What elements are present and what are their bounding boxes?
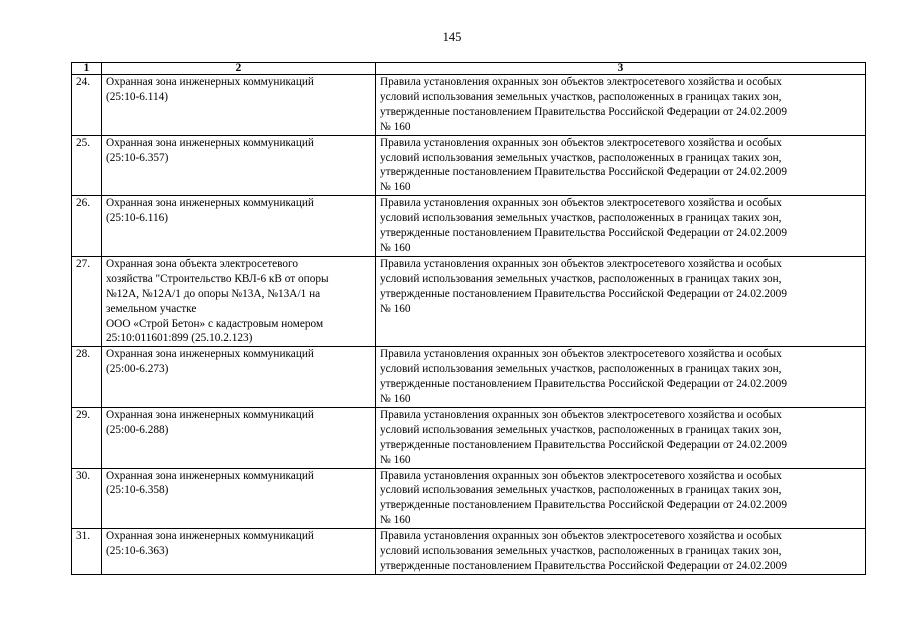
row-number: 27. bbox=[72, 256, 102, 346]
row-number: 31. bbox=[72, 529, 102, 575]
legal-basis-line: условий использования земельных участков, расположенных в границах таких зон, bbox=[380, 363, 782, 376]
table-row bbox=[72, 196, 866, 257]
header-col-1: 1 bbox=[72, 63, 102, 75]
zone-name-cell bbox=[102, 256, 376, 346]
zone-name-line: Охранная зона инженерных коммуникаций bbox=[106, 76, 314, 88]
legal-basis-line: утвержденные постановлением Правительства Российской Федерации от 24.02.2009 bbox=[380, 287, 787, 300]
table-row bbox=[72, 256, 866, 346]
zone-name-line: (25:10-6.116) bbox=[106, 212, 169, 225]
legal-basis-line: утвержденные постановлением Правительства Российской Федерации от 24.02.2009 bbox=[380, 105, 787, 118]
zone-name-cell bbox=[102, 529, 376, 575]
zone-name-line: ООО «Строй Бетон» с кадастровым номером bbox=[106, 317, 324, 330]
legal-basis-line: Правила установления охранных зон объектов электросетевого хозяйства и особых bbox=[380, 257, 782, 270]
header-col-2: 2 bbox=[102, 63, 376, 75]
zone-name-line: 25:10:011601:899 (25.10.2.123) bbox=[106, 332, 253, 345]
zone-name-cell bbox=[102, 135, 376, 196]
table-header-row bbox=[72, 63, 866, 75]
table-row bbox=[72, 75, 866, 136]
legal-basis-line: Правила установления охранных зон объектов электросетевого хозяйства и особых bbox=[380, 76, 782, 88]
legal-basis-line: № 160 bbox=[380, 120, 411, 133]
zone-name-cell bbox=[102, 347, 376, 408]
legal-basis-line: Правила установления охранных зон объектов электросетевого хозяйства и особых bbox=[380, 408, 782, 421]
zone-name-line: Охранная зона инженерных коммуникаций bbox=[106, 530, 314, 543]
legal-basis-cell bbox=[376, 256, 866, 346]
legal-basis-line: условий использования земельных участков, расположенных в границах таких зон, bbox=[380, 423, 782, 436]
legal-basis-cell bbox=[376, 75, 866, 136]
legal-basis-cell bbox=[376, 468, 866, 529]
legal-basis-line: утвержденные постановлением Правительства Российской Федерации от 24.02.2009 bbox=[380, 227, 787, 240]
legal-basis-line: утвержденные постановлением Правительства Российской Федерации от 24.02.2009 bbox=[380, 499, 787, 512]
row-number: 24. bbox=[72, 75, 102, 136]
legal-basis-cell bbox=[376, 347, 866, 408]
legal-basis-line: условий использования земельных участков, расположенных в границах таких зон, bbox=[380, 484, 782, 497]
legal-basis-line: Правила установления охранных зон объектов электросетевого хозяйства и особых bbox=[380, 348, 782, 361]
page-number: 145 bbox=[442, 30, 462, 44]
legal-basis-cell bbox=[376, 529, 866, 575]
legal-basis-line: условий использования земельных участков, расположенных в границах таких зон, bbox=[380, 90, 782, 103]
zone-name-cell bbox=[102, 468, 376, 529]
zone-name-line: хозяйства "Строительство КВЛ-6 кВ от опоры bbox=[106, 272, 329, 285]
legal-basis-line: № 160 bbox=[380, 393, 411, 406]
row-number: 28. bbox=[72, 347, 102, 408]
zones-table bbox=[71, 62, 866, 575]
legal-basis-line: условий использования земельных участков, расположенных в границах таких зон, bbox=[380, 212, 782, 225]
legal-basis-line: условий использования земельных участков, расположенных в границах таких зон, bbox=[380, 272, 782, 285]
legal-basis-line: № 160 bbox=[380, 302, 411, 315]
table-row bbox=[72, 468, 866, 529]
legal-basis-line: № 160 bbox=[380, 514, 411, 527]
zone-name-line: Охранная зона инженерных коммуникаций bbox=[106, 197, 314, 210]
legal-basis-line: утвержденные постановлением Правительства Российской Федерации от 24.02.2009 bbox=[380, 560, 787, 572]
legal-basis-line: Правила установления охранных зон объектов электросетевого хозяйства и особых bbox=[380, 530, 782, 543]
row-number: 26. bbox=[72, 196, 102, 257]
legal-basis-cell bbox=[376, 196, 866, 257]
legal-basis-line: утвержденные постановлением Правительства Российской Федерации от 24.02.2009 bbox=[380, 378, 787, 391]
legal-basis-line: условий использования земельных участков, расположенных в границах таких зон, bbox=[380, 545, 782, 558]
zone-name-line: Охранная зона инженерных коммуникаций bbox=[106, 348, 314, 361]
zone-name-line: (25:10-6.357) bbox=[106, 151, 169, 164]
legal-basis-line: утвержденные постановлением Правительства Российской Федерации от 24.02.2009 bbox=[380, 438, 787, 451]
table-row bbox=[72, 407, 866, 468]
legal-basis-line: № 160 bbox=[380, 181, 411, 194]
zone-name-line: земельном участке bbox=[106, 302, 197, 315]
legal-basis-cell bbox=[376, 135, 866, 196]
zone-name-line: Охранная зона инженерных коммуникаций bbox=[106, 136, 314, 149]
table-row bbox=[72, 529, 866, 575]
legal-basis-line: Правила установления охранных зон объектов электросетевого хозяйства и особых bbox=[380, 136, 782, 149]
zone-name-line: (25:00-6.273) bbox=[106, 363, 169, 376]
legal-basis-line: утвержденные постановлением Правительства Российской Федерации от 24.02.2009 bbox=[380, 166, 787, 179]
zone-name-line: Охранная зона инженерных коммуникаций bbox=[106, 408, 314, 421]
zone-name-cell bbox=[102, 196, 376, 257]
legal-basis-line: Правила установления охранных зон объектов электросетевого хозяйства и особых bbox=[380, 197, 782, 210]
row-number: 29. bbox=[72, 407, 102, 468]
zone-name-line: (25:10-6.358) bbox=[106, 484, 169, 497]
zone-name-line: (25:10-6.114) bbox=[106, 90, 169, 103]
zone-name-cell bbox=[102, 75, 376, 136]
row-number: 30. bbox=[72, 468, 102, 529]
zone-name-cell bbox=[102, 407, 376, 468]
legal-basis-cell bbox=[376, 407, 866, 468]
zone-name-line: Охранная зона объекта электросетевого bbox=[106, 257, 299, 270]
zone-name-line: №12А, №12А/1 до опоры №13А, №13А/1 на bbox=[106, 287, 321, 300]
zone-name-line: (25:00-6.288) bbox=[106, 423, 169, 436]
zone-name-line: Охранная зона инженерных коммуникаций bbox=[106, 469, 314, 482]
zone-name-line: (25:10-6.363) bbox=[106, 545, 169, 558]
table-body bbox=[72, 75, 866, 575]
legal-basis-line: условий использования земельных участков, расположенных в границах таких зон, bbox=[380, 151, 782, 164]
row-number: 25. bbox=[72, 135, 102, 196]
legal-basis-line: № 160 bbox=[380, 241, 411, 254]
header-col-3: 3 bbox=[376, 63, 866, 75]
legal-basis-line: № 160 bbox=[380, 453, 411, 466]
table-row bbox=[72, 347, 866, 408]
table-row bbox=[72, 135, 866, 196]
legal-basis-line: Правила установления охранных зон объектов электросетевого хозяйства и особых bbox=[380, 469, 782, 482]
